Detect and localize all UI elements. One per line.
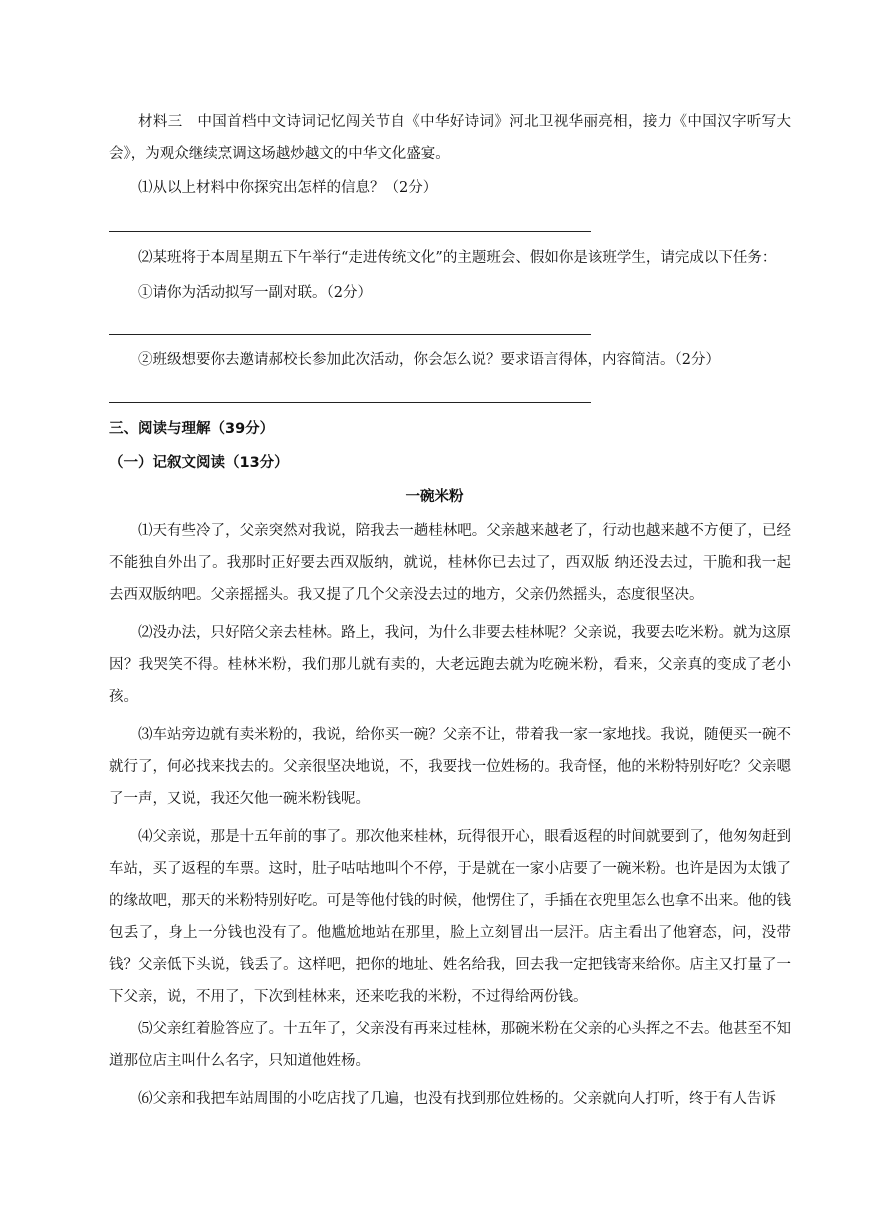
paragraph-5: ⑸父亲红着脸答应了。十五年了，父亲没有再来过桂林，那碗米粉在父亲的心头挥之不去。他甚至不知道那位店主叫什么名字，只知道他姓杨。 [109,1021,791,1069]
answer-line-3 [109,402,591,403]
question-2: ⑵某班将于本周星期五下午举行“走进传统文化”的主题班会、假如你是该班学生，请完成以下任务： [138,250,777,266]
story-title: 一碗米粉 [405,489,464,505]
question-1: ⑴从以上材料中你探究出怎样的信息？（2分） [138,180,438,196]
answer-line-1 [109,231,591,232]
material-three: 材料三 中国首档中文诗词记忆闯关节自《中华好诗词》河北卫视华丽亮相，接力《中国汉字听写大会》，为观众继续烹调这场越炒越文的中华文化盛宴。 [109,114,791,162]
section-heading: 三、阅读与理解（39分） [109,421,275,437]
paragraph-2: ⑵没办法，只好陪父亲去桂林。路上，我问，为什么非要去桂林呢？父亲说，我要去吃米粉。就为这原因？我哭笑不得。桂林米粉，我们那儿就有卖的，大老远跑去就为吃碗米粉，看来，父亲真的变成了老小孩。 [109,625,791,705]
paragraph-1: ⑴天有些冷了，父亲突然对我说，陪我去一趟桂林吧。父亲越来越老了，行动也越来越不方便了，已经不能独自外出了。我那时正好要去西双版纳，就说，桂林你已去过了，西双版 纳还没去过，干脆和我一起去西双版纳吧。父亲摇摇头。我又提了几个父亲没去过的地方，父亲仍然摇头，态度很坚决。 [109,523,791,603]
subsection-heading: （一）记叙文阅读（13分） [109,455,289,471]
answer-line-2 [109,334,591,335]
paragraph-3: ⑶车站旁边就有卖米粉的，我说，给你买一碗？父亲不让，带着我一家一家地找。我说，随便买一碗不就行了，何必找来找去的。父亲很坚决地说，不，我要找一位姓杨的。我奇怪，他的米粉特别好吃？父亲嗯了一声，又说，我还欠他一碗米粉钱呢。 [109,727,791,807]
paragraph-6: ⑹父亲和我把车站周围的小吃店找了几遍，也没有找到那位姓杨的。父亲就向人打听，终于有人告诉 [138,1091,776,1107]
question-2a: ①请你为活动拟写一副对联。（2分） [138,285,372,301]
paragraph-4: ⑷父亲说，那是十五年前的事了。那次他来桂林，玩得很开心，眼看返程的时间就要到了，他匆匆赶到车站，买了返程的车票。这时，肚子咕咕地叫个不停，于是就在一家小店要了一碗米粉。也许是因为太饿了的缘故吧，那天的米粉特别好吃。可是等他付钱的时候，他愣住了，手插在衣兜里怎么也拿不出来。他的钱包丢了，身上一分钱也没有了。他尴尬地站在那里，脸上立刻冒出一层汗。店主看出了他窘态，问，没带钱？父亲低下头说，钱丢了。这样吧，把你的地址、姓名给我，回去我一定把钱寄来给你。店主又打量了一下父亲，说，不用了，下次到桂林来，还来吃我的米粉，不过得给两份钱。 [109,829,791,1005]
question-2b: ②班级想要你去邀请郝校长参加此次活动，你会怎么说？要求语言得体，内容简洁。（2分） [138,352,720,368]
